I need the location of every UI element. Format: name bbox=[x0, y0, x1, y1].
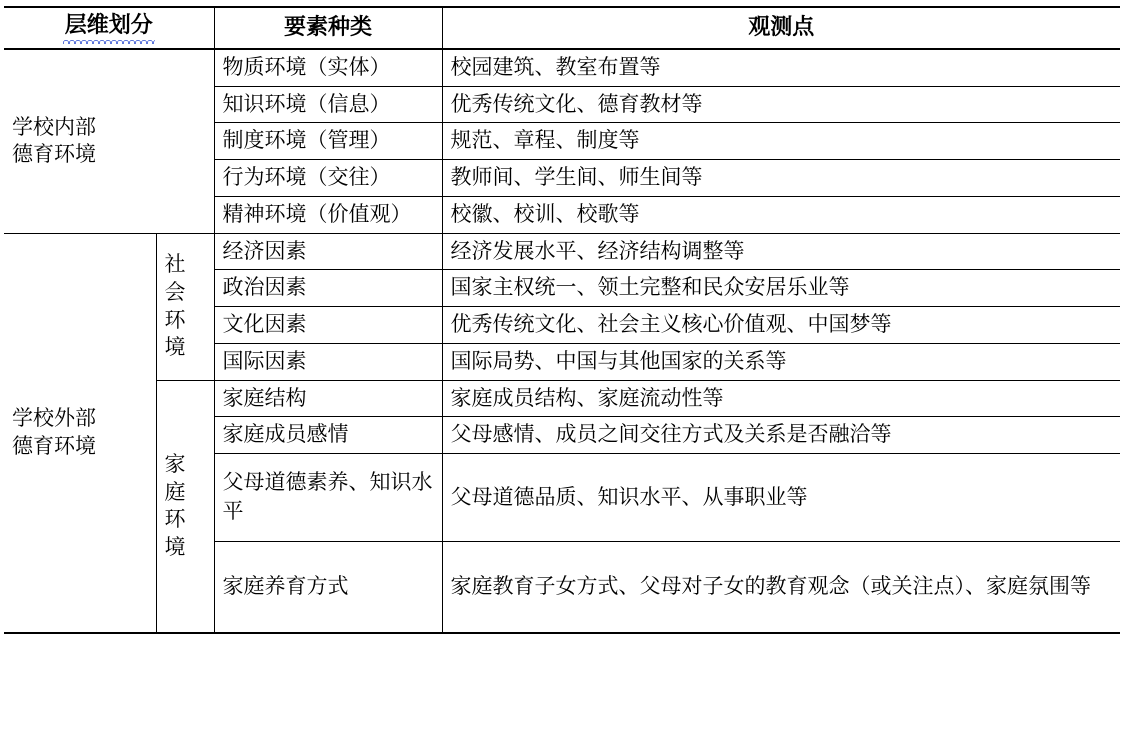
table-row bbox=[4, 380, 1120, 417]
header-cell-dimension bbox=[4, 7, 214, 49]
observation-cell: 父母道德品质、知识水平、从事职业等 bbox=[442, 453, 1120, 541]
kind-cell: 精神环境（价值观） bbox=[214, 196, 442, 233]
kind-cell: 政治因素 bbox=[214, 270, 442, 307]
observation-cell: 校徽、校训、校歌等 bbox=[442, 196, 1120, 233]
subgroup-cell-social: 社 会 环 境 bbox=[156, 233, 214, 380]
observation-cell: 优秀传统文化、德育教材等 bbox=[442, 86, 1120, 123]
kind-cell: 父母道德素养、知识水平 bbox=[214, 453, 442, 541]
table-row bbox=[4, 49, 1120, 86]
kind-cell: 家庭成员感情 bbox=[214, 417, 442, 454]
dimension-cell-external: 学校外部 德育环境 bbox=[4, 233, 156, 633]
observation-cell: 家庭成员结构、家庭流动性等 bbox=[442, 380, 1120, 417]
observation-cell: 国际局势、中国与其他国家的关系等 bbox=[442, 343, 1120, 380]
dimension-cell-internal: 学校内部 德育环境 bbox=[4, 49, 214, 233]
observation-cell: 父母感情、成员之间交往方式及关系是否融洽等 bbox=[442, 417, 1120, 454]
kind-cell: 家庭养育方式 bbox=[214, 541, 442, 633]
subgroup-cell-family: 家 庭 环 境 bbox=[156, 380, 214, 633]
header-cell-observation: 观测点 bbox=[442, 7, 1120, 49]
kind-cell: 制度环境（管理） bbox=[214, 123, 442, 160]
observation-cell: 校园建筑、教室布置等 bbox=[442, 49, 1120, 86]
table-header-row bbox=[4, 7, 1120, 49]
kind-cell: 文化因素 bbox=[214, 307, 442, 344]
kind-cell: 知识环境（信息） bbox=[214, 86, 442, 123]
header-underline-dimension: 层维划分 bbox=[65, 10, 153, 42]
moral-education-environment-table bbox=[4, 6, 1120, 634]
observation-cell: 家庭教育子女方式、父母对子女的教育观念（或关注点）、家庭氛围等 bbox=[442, 541, 1120, 633]
kind-cell: 国际因素 bbox=[214, 343, 442, 380]
observation-cell: 国家主权统一、领土完整和民众安居乐业等 bbox=[442, 270, 1120, 307]
header-cell-kind: 要素种类 bbox=[214, 7, 442, 49]
kind-cell: 物质环境（实体） bbox=[214, 49, 442, 86]
kind-cell: 行为环境（交往） bbox=[214, 160, 442, 197]
observation-cell: 优秀传统文化、社会主义核心价值观、中国梦等 bbox=[442, 307, 1120, 344]
observation-cell: 经济发展水平、经济结构调整等 bbox=[442, 233, 1120, 270]
document-page bbox=[0, 6, 1124, 753]
observation-cell: 规范、章程、制度等 bbox=[442, 123, 1120, 160]
kind-cell: 经济因素 bbox=[214, 233, 442, 270]
observation-cell: 教师间、学生间、师生间等 bbox=[442, 160, 1120, 197]
table-row bbox=[4, 233, 1120, 270]
kind-cell: 家庭结构 bbox=[214, 380, 442, 417]
